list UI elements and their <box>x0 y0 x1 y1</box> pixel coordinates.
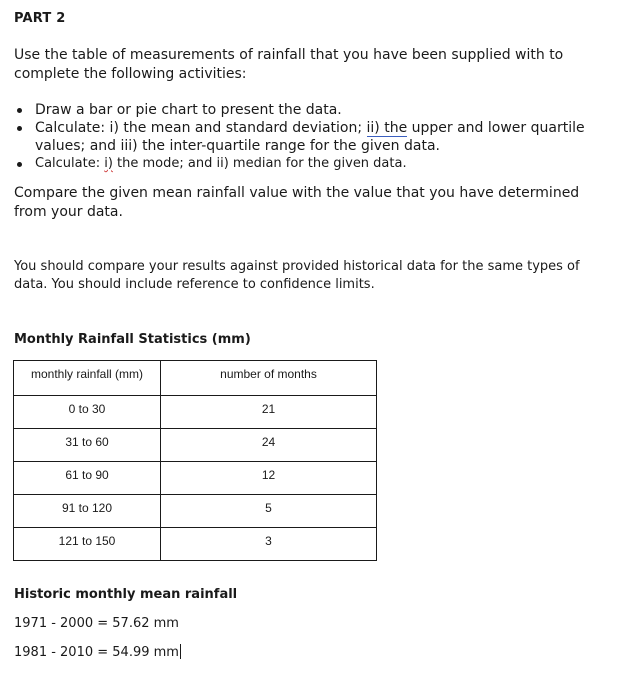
activity-text: Calculate: i) the mean and standard deviation; <box>35 120 367 136</box>
count-value: 5 <box>265 501 272 515</box>
table-row <box>14 462 377 495</box>
compare-historical-paragraph: You should compare your results against provided historical data for the same types of data. You should include reference to confidence limits. <box>14 259 580 292</box>
table-cell[interactable] <box>14 495 161 528</box>
table-row <box>14 429 377 462</box>
table-cell[interactable] <box>161 528 377 561</box>
table-cell[interactable] <box>161 462 377 495</box>
intro-paragraph: Use the table of measurements of rainfall that you have been supplied with to complete the following activities: <box>14 47 564 82</box>
historic-line-1971-2000[interactable] <box>14 616 179 631</box>
table-cell[interactable] <box>14 429 161 462</box>
range-value: 121 to 150 <box>58 534 116 548</box>
historic-value: 1971 - 2000 = 57.62 mm <box>14 616 179 631</box>
activity-text: upper and lower quartile values; and iii) the inter-quartile range for the given data. <box>35 120 585 154</box>
table-cell[interactable] <box>14 396 161 429</box>
count-value: 24 <box>261 435 276 449</box>
table-cell[interactable] <box>161 495 377 528</box>
compare-mean-paragraph: Compare the given mean rainfall value with the value that you have determined from your data. <box>14 185 580 220</box>
table-row <box>14 396 377 429</box>
range-value: 0 to 30 <box>68 402 106 416</box>
table-cell[interactable] <box>14 462 161 495</box>
part-heading: PART 2 <box>14 11 66 26</box>
table-cell[interactable] <box>161 429 377 462</box>
header-label: monthly rainfall (mm) <box>30 367 144 381</box>
range-value: 91 to 120 <box>61 501 113 515</box>
activity-item <box>14 155 624 173</box>
header-label: number of months <box>220 367 317 381</box>
activity-text: Calculate: <box>35 156 105 171</box>
activity-text: Draw a bar or pie chart to present the data. <box>35 102 342 118</box>
historic-title: Historic monthly mean rainfall <box>14 587 238 602</box>
rainfall-table <box>13 360 377 561</box>
table-cell[interactable] <box>161 396 377 429</box>
table-header-cell[interactable] <box>14 361 161 396</box>
spelling-marked-text[interactable]: i) <box>104 156 113 171</box>
table-row <box>14 495 377 528</box>
table-header-cell[interactable] <box>161 361 377 396</box>
count-value: 21 <box>261 402 276 416</box>
grammar-marked-text[interactable]: ii) the <box>366 120 408 136</box>
table-title: Monthly Rainfall Statistics (mm) <box>14 332 251 347</box>
range-value: 31 to 60 <box>65 435 109 449</box>
table-cell[interactable] <box>14 528 161 561</box>
activity-item <box>14 119 624 155</box>
activity-list <box>14 101 624 173</box>
count-value: 12 <box>261 468 276 482</box>
range-value: 61 to 90 <box>65 468 109 482</box>
historic-line-1981-2010[interactable] <box>14 644 181 660</box>
activity-text: the mode; and ii) median for the given data. <box>112 156 407 171</box>
count-value: 3 <box>265 534 272 548</box>
table-row <box>14 528 377 561</box>
table-header-row <box>14 361 377 396</box>
text-cursor <box>180 644 181 659</box>
historic-value: 1981 - 2010 = 54.99 mm <box>14 645 179 660</box>
activity-item <box>14 101 624 119</box>
